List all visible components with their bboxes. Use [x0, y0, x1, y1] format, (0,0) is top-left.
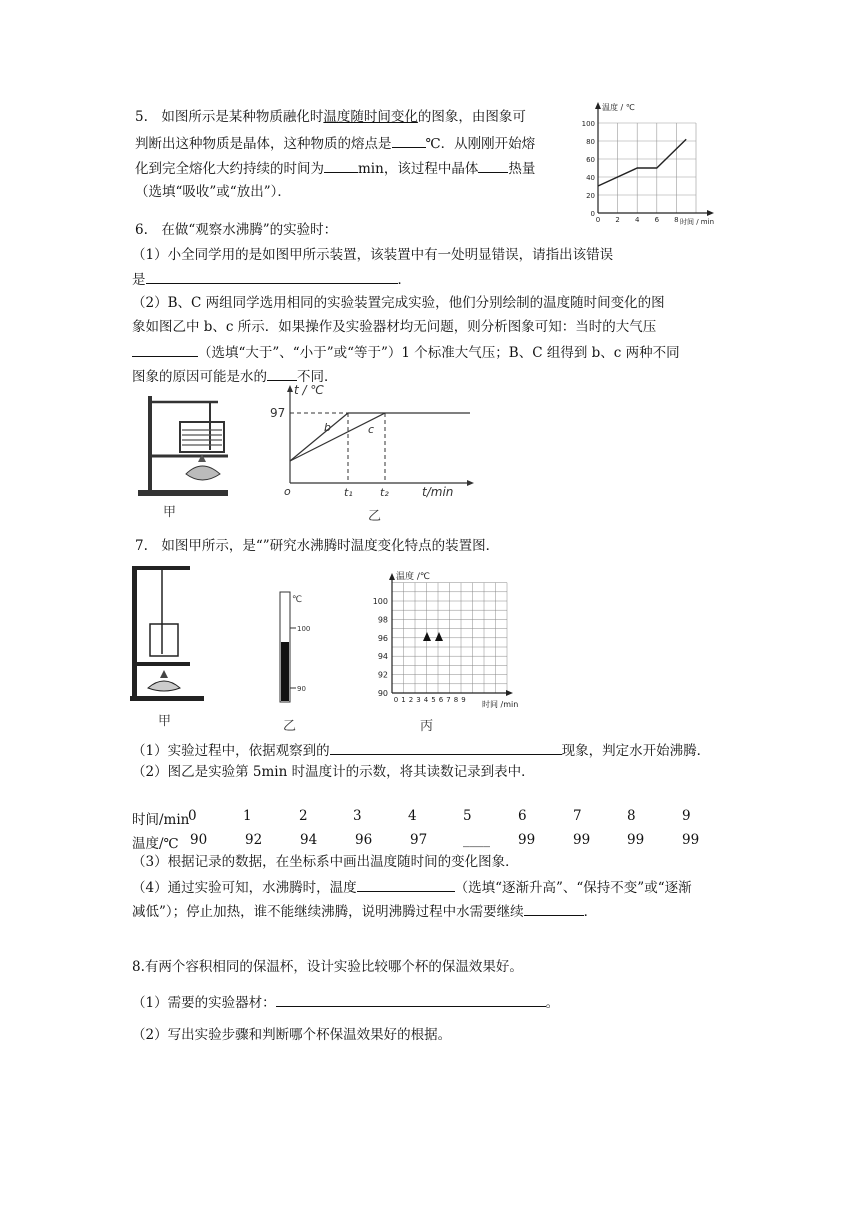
q5-text: 的图象，由图象可: [417, 109, 526, 125]
q8-title-text: 8.有两个容积相同的保温杯，设计实验比较哪个杯的保温效果好。: [132, 959, 523, 975]
q6-curve-b-label: b: [324, 421, 331, 434]
q7-p4-text: （4）通过实验可知，水沸腾时，温度: [132, 880, 357, 896]
q5-line3: [135, 158, 535, 178]
q6-p1-text: ．: [397, 272, 411, 288]
q6-p1a: [132, 246, 613, 264]
q7-grid-lines: [392, 583, 507, 693]
q6-97-label: 97: [270, 406, 286, 420]
q7-p4-text: 减低”）；停止加热，谁不能继续沸腾，说明沸腾过程中水需要继续: [132, 904, 524, 920]
q6-x-arrow-icon: [467, 480, 474, 486]
q7-title: [135, 537, 499, 555]
table-cell-time: 5: [463, 808, 472, 824]
q5-x-tick: 4: [634, 216, 640, 224]
error-answer-blank[interactable]: [146, 269, 398, 284]
table-cell-time: 7: [573, 808, 582, 824]
q5-text: 化到完全熔化大约持续的时间为: [135, 161, 324, 177]
q5-x-tick: 0: [595, 216, 601, 224]
q7-p2: [132, 763, 535, 781]
q6-apparatus-jia: [128, 390, 248, 520]
mercury-column: [281, 642, 289, 701]
stand-rod: [132, 566, 137, 698]
curve-c: [290, 413, 385, 461]
q6-boiling-graph: [270, 383, 480, 503]
q6-p2-text: （选填“大于”、“小于”或“等于”）1 个标准大气压；B、C 组得到 b、c 两种不同: [198, 345, 680, 361]
table-cell-time: 2: [299, 808, 308, 824]
q6-p2c: [132, 342, 680, 362]
table-cell-temp: 99: [573, 832, 591, 848]
q7-p4a: [132, 877, 692, 897]
table-cell-time: 0: [188, 808, 197, 824]
q6-p2a: [132, 294, 665, 312]
table-cell-temp: 97: [410, 832, 428, 848]
q5-text: ℃．从刚刚开始熔: [425, 136, 536, 152]
q7-y-tick: 92: [377, 670, 388, 680]
q6-x-label: t/min: [422, 485, 454, 499]
q6-caption-yi: 乙: [368, 509, 382, 524]
q8-p2: [132, 1026, 451, 1044]
beaker: [150, 624, 178, 656]
q7-y-arrow-icon: [389, 573, 395, 580]
q7-y-tick: 90: [377, 689, 388, 698]
heat-blank[interactable]: [478, 158, 508, 173]
q8-p2-text: （2）写出实验步骤和判断哪个杯保温效果好的根据。: [132, 1027, 452, 1043]
q6-origin: o: [284, 485, 291, 498]
q5-temperature-curve: [598, 139, 686, 186]
q6-t1: t₁: [344, 486, 353, 499]
q6-y-label: t / ℃: [294, 383, 324, 397]
q5-underlined-phrase: 温度随时间变化: [323, 109, 418, 125]
q7-x-label: 时间 /min: [482, 700, 519, 709]
q6-curve-c-label: c: [368, 423, 375, 436]
q6-p1-text: （1）小全同学用的是如图甲所示装置，该装置中有一处明显错误，请指出该错误: [132, 247, 614, 263]
q7-p3: [132, 853, 519, 871]
q5-text: 判断出这种物质是晶体，这种物质的熔点是: [135, 136, 392, 152]
q7-caption-jia: 甲: [158, 714, 172, 729]
q8-p1-text: （1）需要的实验器材：: [132, 995, 276, 1011]
q7-thermometer-yi: [270, 590, 320, 710]
q7-p1-text: （1）实验过程中，依据观察到的: [132, 743, 330, 759]
curve-b: [290, 413, 348, 461]
stand-base: [130, 696, 204, 701]
q7-title-text: 7. 如图甲所示，是“”研究水沸腾时温度变化特点的装置图．: [135, 538, 500, 554]
thermometer-unit: ℃: [292, 595, 303, 605]
q6-p2-text: 象如图乙中 b、c 所示．如果操作及实验器材均无问题，则分析图象可知：当时的大气压: [132, 319, 657, 335]
duration-blank[interactable]: [324, 158, 358, 173]
table-cell-temp: 92: [245, 832, 263, 848]
q7-temperature-grid: [360, 565, 520, 710]
thermometer-100: 100: [297, 625, 311, 633]
q5-text: 5. 如图所示是某种物质融化时: [135, 109, 324, 125]
table-cell-time: 8: [627, 808, 636, 824]
table-cell-temp: 99: [627, 832, 645, 848]
table-cell-temp-blank[interactable]: ____: [463, 832, 490, 848]
q5-y-tick: 60: [586, 156, 595, 164]
equipment-blank[interactable]: [276, 992, 546, 1007]
q8-title: [132, 958, 523, 976]
table-cell-temp: 99: [518, 832, 536, 848]
q5-text: （选填“吸收”或“放出”）．: [135, 184, 291, 200]
q7-p1-text: 现象，判定水开始沸腾．: [561, 743, 711, 759]
q7-x-tick: 5: [431, 696, 436, 704]
q5-x-arrow-icon: [707, 210, 714, 216]
triangle-marker-icon: [435, 632, 443, 641]
q7-x-tick: 0: [393, 696, 399, 704]
q7-apparatus-jia: [128, 562, 208, 707]
q5-y-tick: 80: [586, 138, 595, 146]
q6-p1b: [132, 269, 411, 289]
thermometer-90: 90: [297, 685, 306, 693]
q5-x-tick: 8: [674, 216, 679, 224]
q6-title-text: 6. 在做“观察水沸腾”的实验时：: [135, 222, 338, 238]
q6-p2-text: （2）B、C 两组同学选用相同的实验装置完成实验，他们分别绘制的温度随时间变化的图: [132, 295, 665, 311]
table-cell-temp: 90: [190, 832, 208, 848]
q5-text: 热量: [508, 161, 536, 177]
table-row-time-label: 时间/min: [132, 812, 190, 828]
q6-title: [135, 221, 337, 239]
q5-y-tick: 40: [586, 174, 595, 182]
table-cell-time: 3: [353, 808, 362, 824]
q6-p2b: [132, 318, 656, 336]
table-cell-time: 6: [518, 808, 527, 824]
q5-line4: [135, 183, 291, 201]
q5-y-arrow-icon: [595, 102, 601, 109]
q7-x-tick: 7: [446, 696, 451, 704]
q7-x-tick: 9: [461, 696, 466, 704]
q7-x-tick: 4: [423, 696, 429, 704]
heat-requirement-blank[interactable]: [524, 901, 584, 916]
melting-point-blank[interactable]: [392, 133, 426, 148]
q7-caption-bing: 丙: [420, 719, 434, 734]
table-cell-temp: 94: [300, 832, 318, 848]
q5-melting-graph: [578, 96, 728, 236]
pressure-blank[interactable]: [132, 342, 198, 357]
q7-y-tick: 100: [372, 597, 388, 606]
q7-x-tick: 2: [408, 696, 414, 704]
q7-p4c: [132, 901, 597, 921]
beaker: [180, 422, 224, 452]
clamp-arm: [132, 566, 190, 570]
table-cell-time: 4: [408, 808, 417, 824]
q8-p1: [132, 992, 559, 1012]
q7-p2-text: （2）图乙是实验第 5min 时温度计的示数，将其读数记录到表中．: [132, 764, 535, 780]
boiling-temp-blank[interactable]: [357, 877, 455, 892]
q5-y-tick: 20: [586, 192, 595, 200]
q5-x-tick: 6: [654, 216, 660, 224]
q7-x-arrow-icon: [506, 690, 513, 696]
q6-t2: t₂: [380, 486, 389, 499]
q5-line1: [135, 108, 526, 126]
q8-p1-text: 。: [545, 995, 560, 1011]
q7-p3-text: （3）根据记录的数据，在坐标系中画出温度随时间的变化图象．: [132, 854, 519, 870]
q5-y-tick: 0: [590, 210, 595, 218]
boiling-phenomenon-blank[interactable]: [330, 740, 562, 755]
q7-y-label: 温度 /℃: [396, 572, 431, 582]
q5-x-label: 时间 / min: [680, 218, 715, 226]
q7-caption-yi: 乙: [283, 719, 297, 734]
alcohol-lamp: [186, 466, 220, 480]
q7-x-tick: 8: [453, 696, 459, 704]
q6-y-arrow-icon: [287, 385, 293, 392]
q6-p2-text: 图象的原因可能是水的: [132, 369, 267, 385]
q7-x-tick: 3: [416, 696, 421, 704]
q5-y-tick: 100: [581, 120, 595, 128]
alcohol-lamp: [148, 681, 180, 691]
table-cell-temp: 99: [682, 832, 700, 848]
q7-p1: [132, 740, 710, 760]
triangle-marker-icon: [423, 632, 431, 641]
q5-x-tick: 2: [615, 216, 620, 224]
q7-y-tick: 94: [377, 652, 388, 662]
q7-p4-text: ．: [583, 904, 598, 920]
q7-p4-text: （选填“逐渐升高”、“保持不变”或“逐渐: [454, 880, 692, 896]
q5-text: min，该过程中晶体: [358, 161, 479, 177]
q6-caption-jia: 甲: [163, 505, 177, 520]
q7-x-tick: 1: [401, 696, 406, 704]
q7-y-tick: 96: [377, 633, 388, 643]
q7-y-tick: 98: [377, 615, 388, 625]
flame-icon: [160, 670, 168, 678]
q5-y-label: 温度 / ℃: [602, 103, 635, 112]
q6-p2-text: 不同．: [297, 369, 338, 385]
table-row-temp-label: 温度/℃: [132, 836, 179, 852]
table-cell-temp: 96: [355, 832, 373, 848]
table-cell-time: 9: [682, 808, 691, 824]
water-mass-blank[interactable]: [267, 366, 297, 381]
q7-x-tick: 6: [438, 696, 444, 704]
ring-support: [132, 662, 190, 666]
stand-base: [138, 490, 228, 496]
q5-line2: [135, 133, 535, 153]
table-cell-time: 1: [243, 808, 252, 824]
q6-p1-text: 是: [132, 272, 146, 288]
